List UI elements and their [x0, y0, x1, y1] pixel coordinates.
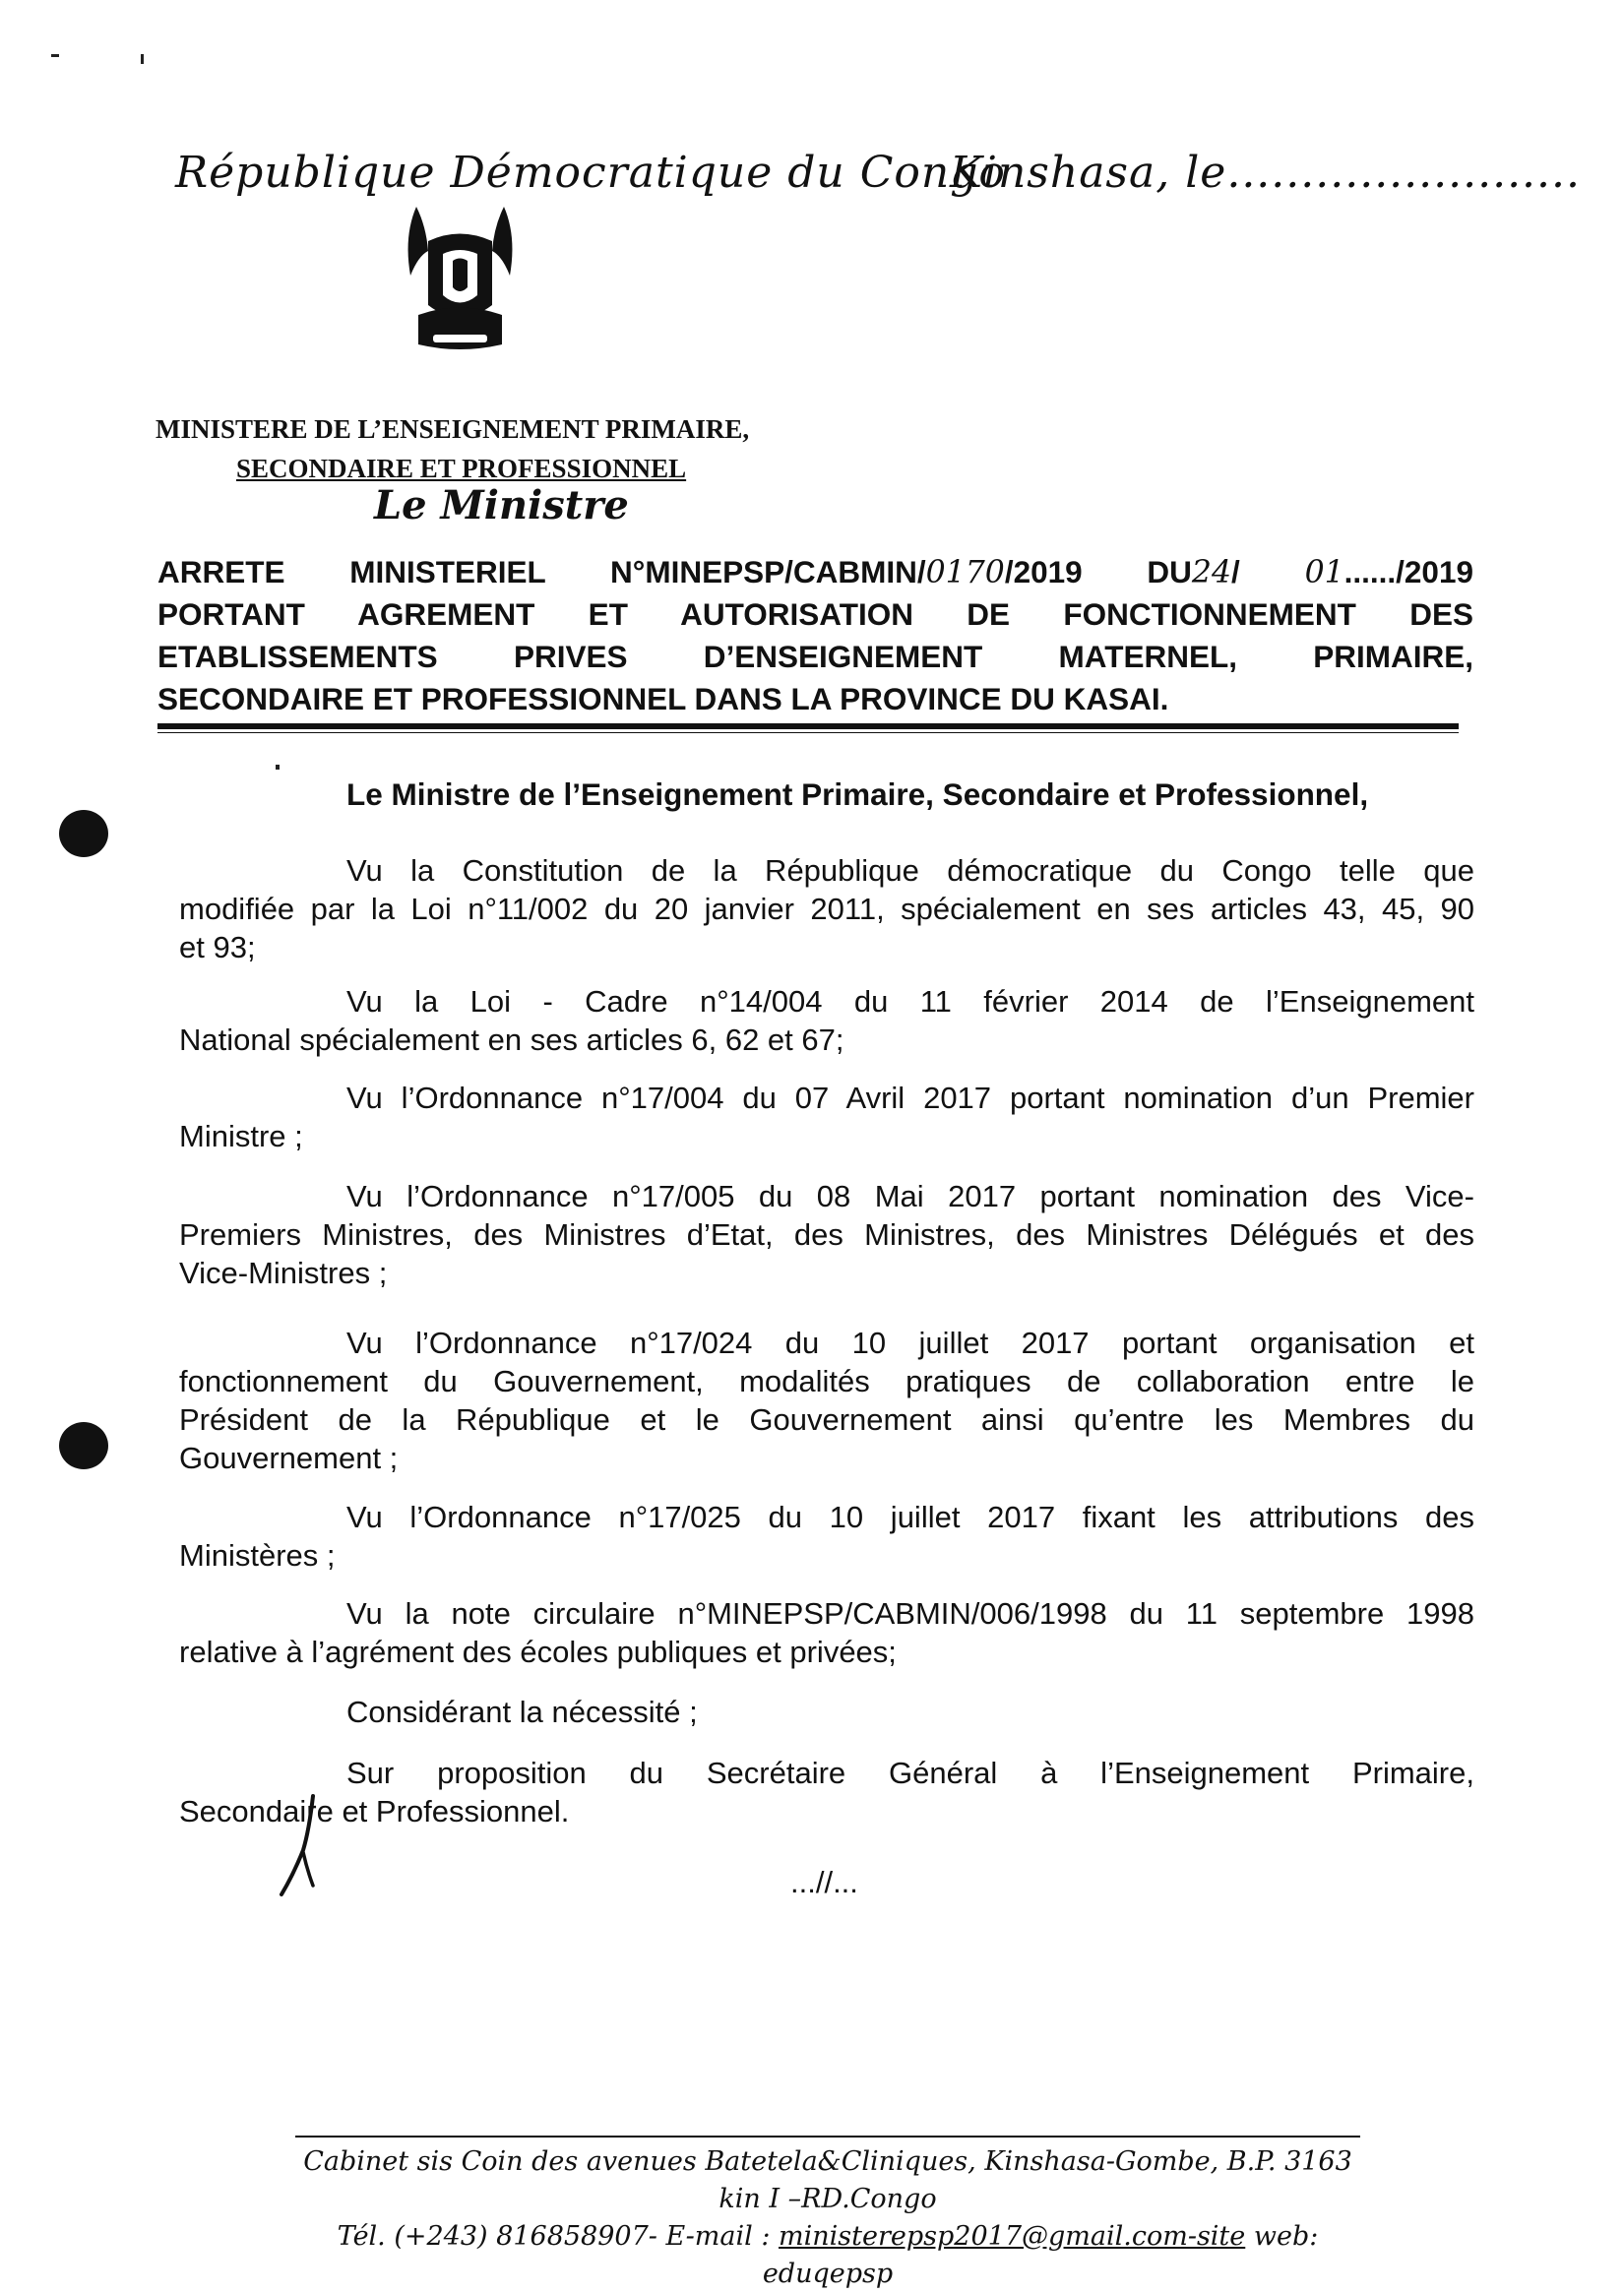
paragraph-constitution	[179, 851, 1474, 966]
paragraph-considerant	[179, 1693, 1474, 1731]
paragraph-line: Considérant la nécessité ;	[346, 1695, 698, 1729]
intro-line: Le Ministre de l’Enseignement Primaire, Secondaire et Professionnel,	[346, 776, 1369, 812]
paragraph-line: modifiée par la Loi n°11/002 du 20 janvier 2011, spécialement en ses articles 43, 45, 90	[179, 892, 1474, 926]
paragraph-line: Gouvernement ;	[179, 1441, 399, 1475]
signatory-title: Le Ministre	[374, 482, 629, 528]
scan-speck	[276, 765, 280, 770]
coat-of-arms-icon	[399, 197, 522, 364]
handwritten-month: 01	[1304, 555, 1344, 590]
paragraph-line: Secondaire et Professionnel.	[179, 1794, 570, 1828]
paragraph-line: Ministre ;	[179, 1119, 303, 1153]
decree-title	[157, 551, 1473, 720]
paragraph-ordonnance-17-005	[179, 1177, 1474, 1292]
paragraph-line: et 93;	[179, 930, 256, 964]
paragraph-loi-cadre	[179, 982, 1474, 1059]
paragraph-line: relative à l’agrément des écoles publiques et privées;	[179, 1635, 897, 1669]
decree-title-line-3: ETABLISSEMENTS PRIVES D’ENSEIGNEMENT MATERNEL, PRIMAIRE,	[157, 639, 1473, 674]
paragraph-line: Vu l’Ordonnance n°17/024 du 10 juillet 2017 portant organisation et	[346, 1326, 1474, 1360]
paragraph-line: Vu la Loi - Cadre n°14/004 du 11 février 2014 de l’Enseignement	[346, 984, 1474, 1019]
paragraph-line: Ministères ;	[179, 1538, 336, 1573]
title-divider	[157, 723, 1459, 729]
paragraph-line: Vu la Constitution de la République démocratique du Congo telle que	[346, 853, 1474, 888]
paragraph-line: Vu l’Ordonnance n°17/025 du 10 juillet 2017 fixant les attributions des	[346, 1500, 1474, 1534]
footer-divider	[295, 2136, 1360, 2138]
paragraph-line: Premiers Ministres, des Ministres d’Etat, des Ministres, des Ministres Délégués et des	[179, 1217, 1474, 1252]
handwritten-day: 24	[1191, 555, 1232, 590]
paragraph-line: Vu l’Ordonnance n°17/004 du 07 Avril 2017 portant nomination d’un Premier	[346, 1081, 1474, 1115]
footer-line-1: Cabinet sis Coin des avenues Batetela&Cliniques, Kinshasa-Gombe, B.P. 3163 kin I –RD.Congo	[303, 2146, 1352, 2214]
decree-title-line-1: ARRETE MINISTERIEL N°MINEPSP/CABMIN/0170/2019 DU24/ 01....../2019	[157, 551, 1473, 593]
paragraph-line: Président de la République et le Gouvernement ainsi qu’entre les Membres du	[179, 1402, 1474, 1437]
decree-title-line-2: PORTANT AGREMENT ET AUTORISATION DE FONCTIONNEMENT DES	[157, 596, 1473, 632]
handwritten-decree-number: 0170	[925, 555, 1005, 590]
paragraph-line: National spécialement en ses articles 6, 62 et 67;	[179, 1023, 844, 1057]
continuation-mark: ...//...	[790, 1865, 858, 1899]
footer-email-link[interactable]: ministerepsp2017@gmail.com-site	[779, 2221, 1246, 2252]
ministry-line-2: SECONDAIRE ET PROFESSIONNEL	[236, 454, 687, 483]
punch-hole	[59, 810, 108, 857]
paragraph-ordonnance-17-004	[179, 1079, 1474, 1155]
republic-header: République Démocratique du Congo	[175, 148, 1006, 198]
punch-hole	[59, 1422, 108, 1469]
paragraph-line: fonctionnement du Gouvernement, modalités pratiques de collaboration entre le	[179, 1364, 1474, 1398]
paragraph-line: Vice-Ministres ;	[179, 1256, 388, 1290]
scan-speck	[141, 54, 144, 64]
ministry-line-1: MINISTERE DE L’ENSEIGNEMENT PRIMAIRE,	[156, 414, 750, 444]
title-divider-thin	[157, 732, 1459, 733]
paragraph-line: Vu la note circulaire n°MINEPSP/CABMIN/006/1998 du 11 septembre 1998	[346, 1596, 1474, 1631]
ministry-heading	[156, 409, 844, 488]
footer-address	[295, 2143, 1360, 2293]
paragraph-ordonnance-17-025	[179, 1498, 1474, 1575]
paragraph-line: Sur proposition du Secrétaire Général à l’Enseignement Primaire,	[346, 1756, 1474, 1790]
handwritten-initial-mark	[274, 1791, 333, 1899]
paragraph-note-circulaire	[179, 1594, 1474, 1671]
place-date-line: Kinshasa, le........................	[950, 148, 1581, 198]
scan-speck	[51, 54, 59, 57]
paragraph-sur-proposition	[179, 1754, 1474, 1830]
paragraph-ordonnance-17-024	[179, 1324, 1474, 1477]
paragraph-line: Vu l’Ordonnance n°17/005 du 08 Mai 2017 portant nomination des Vice-	[346, 1179, 1474, 1213]
footer-line-2: Tél. (+243) 816858907- E-mail : ministerepsp2017@gmail.com-site web: eduqepsp	[337, 2221, 1319, 2289]
decree-title-line-4: SECONDAIRE ET PROFESSIONNEL DANS LA PROVINCE DU KASAI.	[157, 681, 1169, 716]
